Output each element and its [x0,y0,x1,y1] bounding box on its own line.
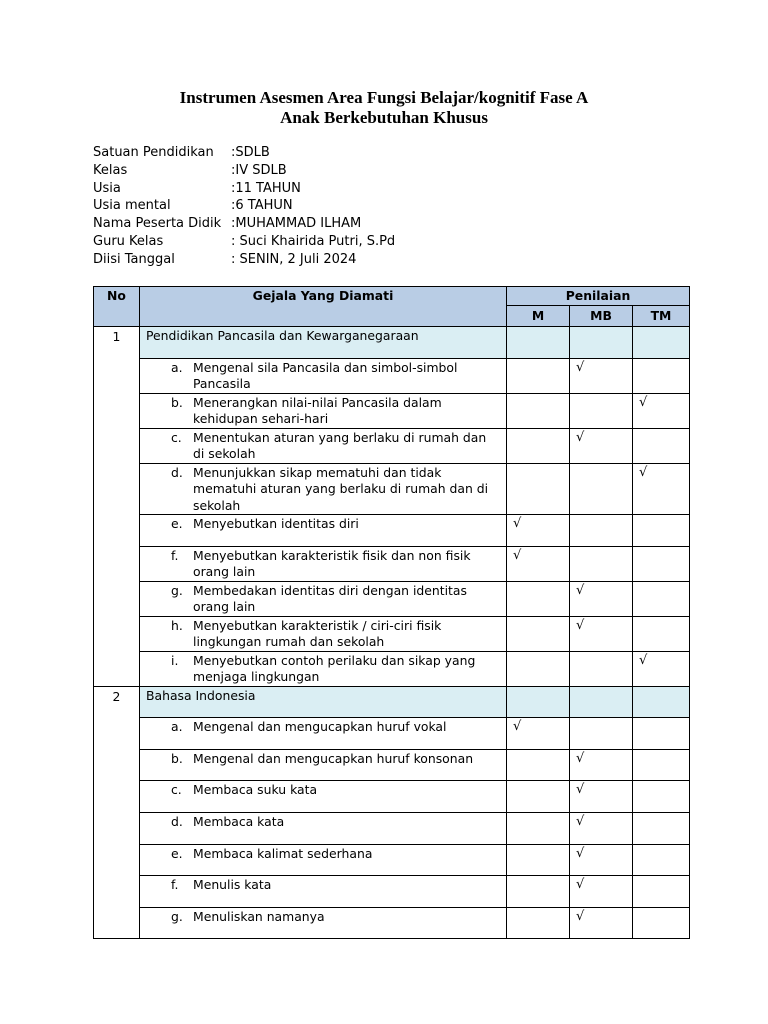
check-mark: √ [576,617,585,633]
rating-cell-mb [570,358,633,393]
rating-cell-m [507,876,570,908]
header-tm: TM [633,306,690,327]
check-mark: √ [576,582,585,598]
check-mark: √ [513,516,522,532]
rating-cell-tm [633,781,690,813]
item-text: Menyebutkan karakteristik fisik dan non fisik orang lain [193,547,471,580]
info-value: :11 TAHUN [231,180,301,196]
item-text: Menulis kata [193,877,272,893]
check-mark: √ [576,429,585,445]
rating-cell-tm [633,907,690,939]
table-row [94,718,690,750]
assessment-table [93,286,690,939]
table-row [94,907,690,939]
item-text: Menerangkan nilai-nilai Pancasila dalam kehidupan sehari-hari [193,394,442,427]
item-text: Membaca kalimat sederhana [193,845,373,861]
section-title: Pendidikan Pancasila dan Kewarganegaraan [140,327,507,359]
item-cell [140,358,507,393]
check-mark: √ [576,750,585,766]
rating-cell-tm [633,718,690,750]
table-row [94,581,690,616]
rating-cell-mb [570,718,633,750]
rating-cell-m [507,581,570,616]
header-mb: MB [570,306,633,327]
table-row [94,876,690,908]
info-label: Nama Peserta Didik [93,216,222,232]
rating-cell-tm [633,463,690,515]
section-row [94,327,690,359]
info-row [93,197,395,215]
item-letter: e. [171,845,183,861]
table-row [94,749,690,781]
item-letter: a. [171,359,183,375]
item-letter: f. [171,877,179,893]
check-mark: √ [576,908,585,924]
table-row [94,616,690,651]
rating-cell-mb [570,515,633,547]
item-text: Menyebutkan karakteristik / ciri-ciri fisik lingkungan rumah dan sekolah [193,617,442,650]
check-mark: √ [576,814,585,830]
item-text: Menyebutkan contoh perilaku dan sikap yang menjaga lingkungan [193,652,476,685]
item-cell [140,718,507,750]
item-cell [140,463,507,515]
item-text: Mengenal dan mengucapkan huruf vokal [193,719,447,735]
item-text: Membedakan identitas diri dengan identitas orang lain [193,582,467,615]
rating-cell-mb [570,616,633,651]
check-mark: √ [639,652,648,668]
rating-cell-mb [570,651,633,686]
table-row [94,428,690,463]
row-number: 2 [94,686,140,939]
item-cell [140,393,507,428]
rating-cell-mb [570,581,633,616]
table-row [94,651,690,686]
rating-cell-m [507,358,570,393]
rating-cell-m [507,844,570,876]
check-mark: √ [513,547,522,563]
rating-cell-m [507,749,570,781]
info-label: Diisi Tanggal [93,251,175,267]
item-letter: g. [171,582,183,598]
header-gejala: Gejala Yang Diamati [140,287,507,327]
info-value: :6 TAHUN [231,198,293,214]
rating-cell-tm [633,581,690,616]
rating-cell-tm [633,428,690,463]
check-mark: √ [576,845,585,861]
student-info [93,144,395,269]
rating-cell-m [507,718,570,750]
info-label: Usia [93,180,121,196]
info-label: Satuan Pendidikan [93,145,214,160]
rating-cell-m [507,463,570,515]
item-text: Mengenal dan mengucapkan huruf konsonan [193,750,474,766]
rating-cell-tm [633,515,690,547]
item-text: Menuliskan namanya [193,908,325,924]
info-value: : SENIN, 2 Juli 2024 [231,251,357,267]
info-label: Usia mental [93,198,171,214]
item-cell [140,749,507,781]
item-cell [140,907,507,939]
item-letter: h. [171,617,183,633]
rating-cell-m [507,813,570,845]
info-row [93,162,395,180]
rating-cell-m [507,907,570,939]
section-row [94,686,690,718]
item-letter: c. [171,429,182,445]
rating-cell-mb [570,393,633,428]
item-text: Menunjukkan sikap mematuhi dan tidak mematuhi aturan yang berlaku di rumah dan di sekolah [193,464,489,513]
rating-cell-m [507,515,570,547]
item-letter: d. [171,464,183,480]
rating-cell-tm [633,651,690,686]
table-row [94,813,690,845]
item-letter: a. [171,719,183,735]
item-letter: c. [171,782,182,798]
rating-cell-m [507,651,570,686]
info-row [93,215,395,233]
rating-cell-tm [633,327,690,359]
rating-cell-m [507,393,570,428]
rating-cell-tm [633,358,690,393]
table-row [94,781,690,813]
item-cell [140,876,507,908]
item-letter: b. [171,750,183,766]
rating-cell-mb [570,781,633,813]
table-row [94,463,690,515]
item-letter: f. [171,547,179,563]
rating-cell-mb [570,546,633,581]
item-text: Menyebutkan identitas diri [193,516,359,532]
item-cell [140,616,507,651]
rating-cell-m [507,428,570,463]
item-cell [140,844,507,876]
document-title [0,88,768,128]
rating-cell-m [507,327,570,359]
item-cell [140,651,507,686]
info-row [93,180,395,198]
item-cell [140,781,507,813]
item-cell [140,813,507,845]
item-letter: g. [171,908,183,924]
info-value: :IV SDLB [231,162,287,178]
rating-cell-mb [570,844,633,876]
check-mark: √ [576,359,585,375]
rating-cell-m [507,781,570,813]
rating-cell-m [507,546,570,581]
item-text: Menentukan aturan yang berlaku di rumah dan di sekolah [193,429,487,462]
rating-cell-m [507,686,570,718]
item-text: Mengenal sila Pancasila dan simbol-simbol Pancasila [193,359,458,392]
rating-cell-tm [633,876,690,908]
check-mark: √ [576,782,585,798]
table-row [94,515,690,547]
item-letter: i. [171,652,179,668]
title-line-1: Instrumen Asesmen Area Fungsi Belajar/kognitif Fase A [179,88,589,107]
rating-cell-tm [633,546,690,581]
rating-cell-tm [633,749,690,781]
info-value: :MUHAMMAD ILHAM [231,216,362,232]
rating-cell-mb [570,463,633,515]
item-cell [140,515,507,547]
info-row [93,233,395,251]
item-letter: e. [171,516,183,532]
rating-cell-mb [570,813,633,845]
row-number: 1 [94,327,140,687]
title-line-2: Anak Berkebutuhan Khusus [280,108,488,127]
table-body [94,327,690,939]
item-text: Membaca suku kata [193,782,318,798]
rating-cell-mb [570,907,633,939]
rating-cell-mb [570,749,633,781]
rating-cell-mb [570,327,633,359]
rating-cell-tm [633,616,690,651]
info-value: :SDLB [231,145,270,160]
rating-cell-mb [570,428,633,463]
item-cell [140,546,507,581]
table-row [94,358,690,393]
rating-cell-tm [633,813,690,845]
table-row [94,546,690,581]
check-mark: √ [576,877,585,893]
rating-cell-mb [570,876,633,908]
rating-cell-tm [633,844,690,876]
rating-cell-m [507,616,570,651]
item-letter: b. [171,394,183,410]
info-row [93,144,395,162]
section-title: Bahasa Indonesia [140,686,507,718]
rating-cell-mb [570,686,633,718]
item-cell [140,581,507,616]
check-mark: √ [513,719,522,735]
header-no: No [94,287,140,327]
check-mark: √ [639,464,648,480]
table-row [94,844,690,876]
info-row [93,251,395,269]
info-label: Kelas [93,162,128,178]
info-label: Guru Kelas [93,233,164,249]
info-value: : Suci Khairida Putri, S.Pd [231,233,396,249]
header-penilaian: Penilaian [507,287,690,306]
header-m: M [507,306,570,327]
item-text: Membaca kata [193,814,285,830]
rating-cell-tm [633,393,690,428]
item-letter: d. [171,814,183,830]
table-row [94,393,690,428]
rating-cell-tm [633,686,690,718]
check-mark: √ [639,394,648,410]
item-cell [140,428,507,463]
